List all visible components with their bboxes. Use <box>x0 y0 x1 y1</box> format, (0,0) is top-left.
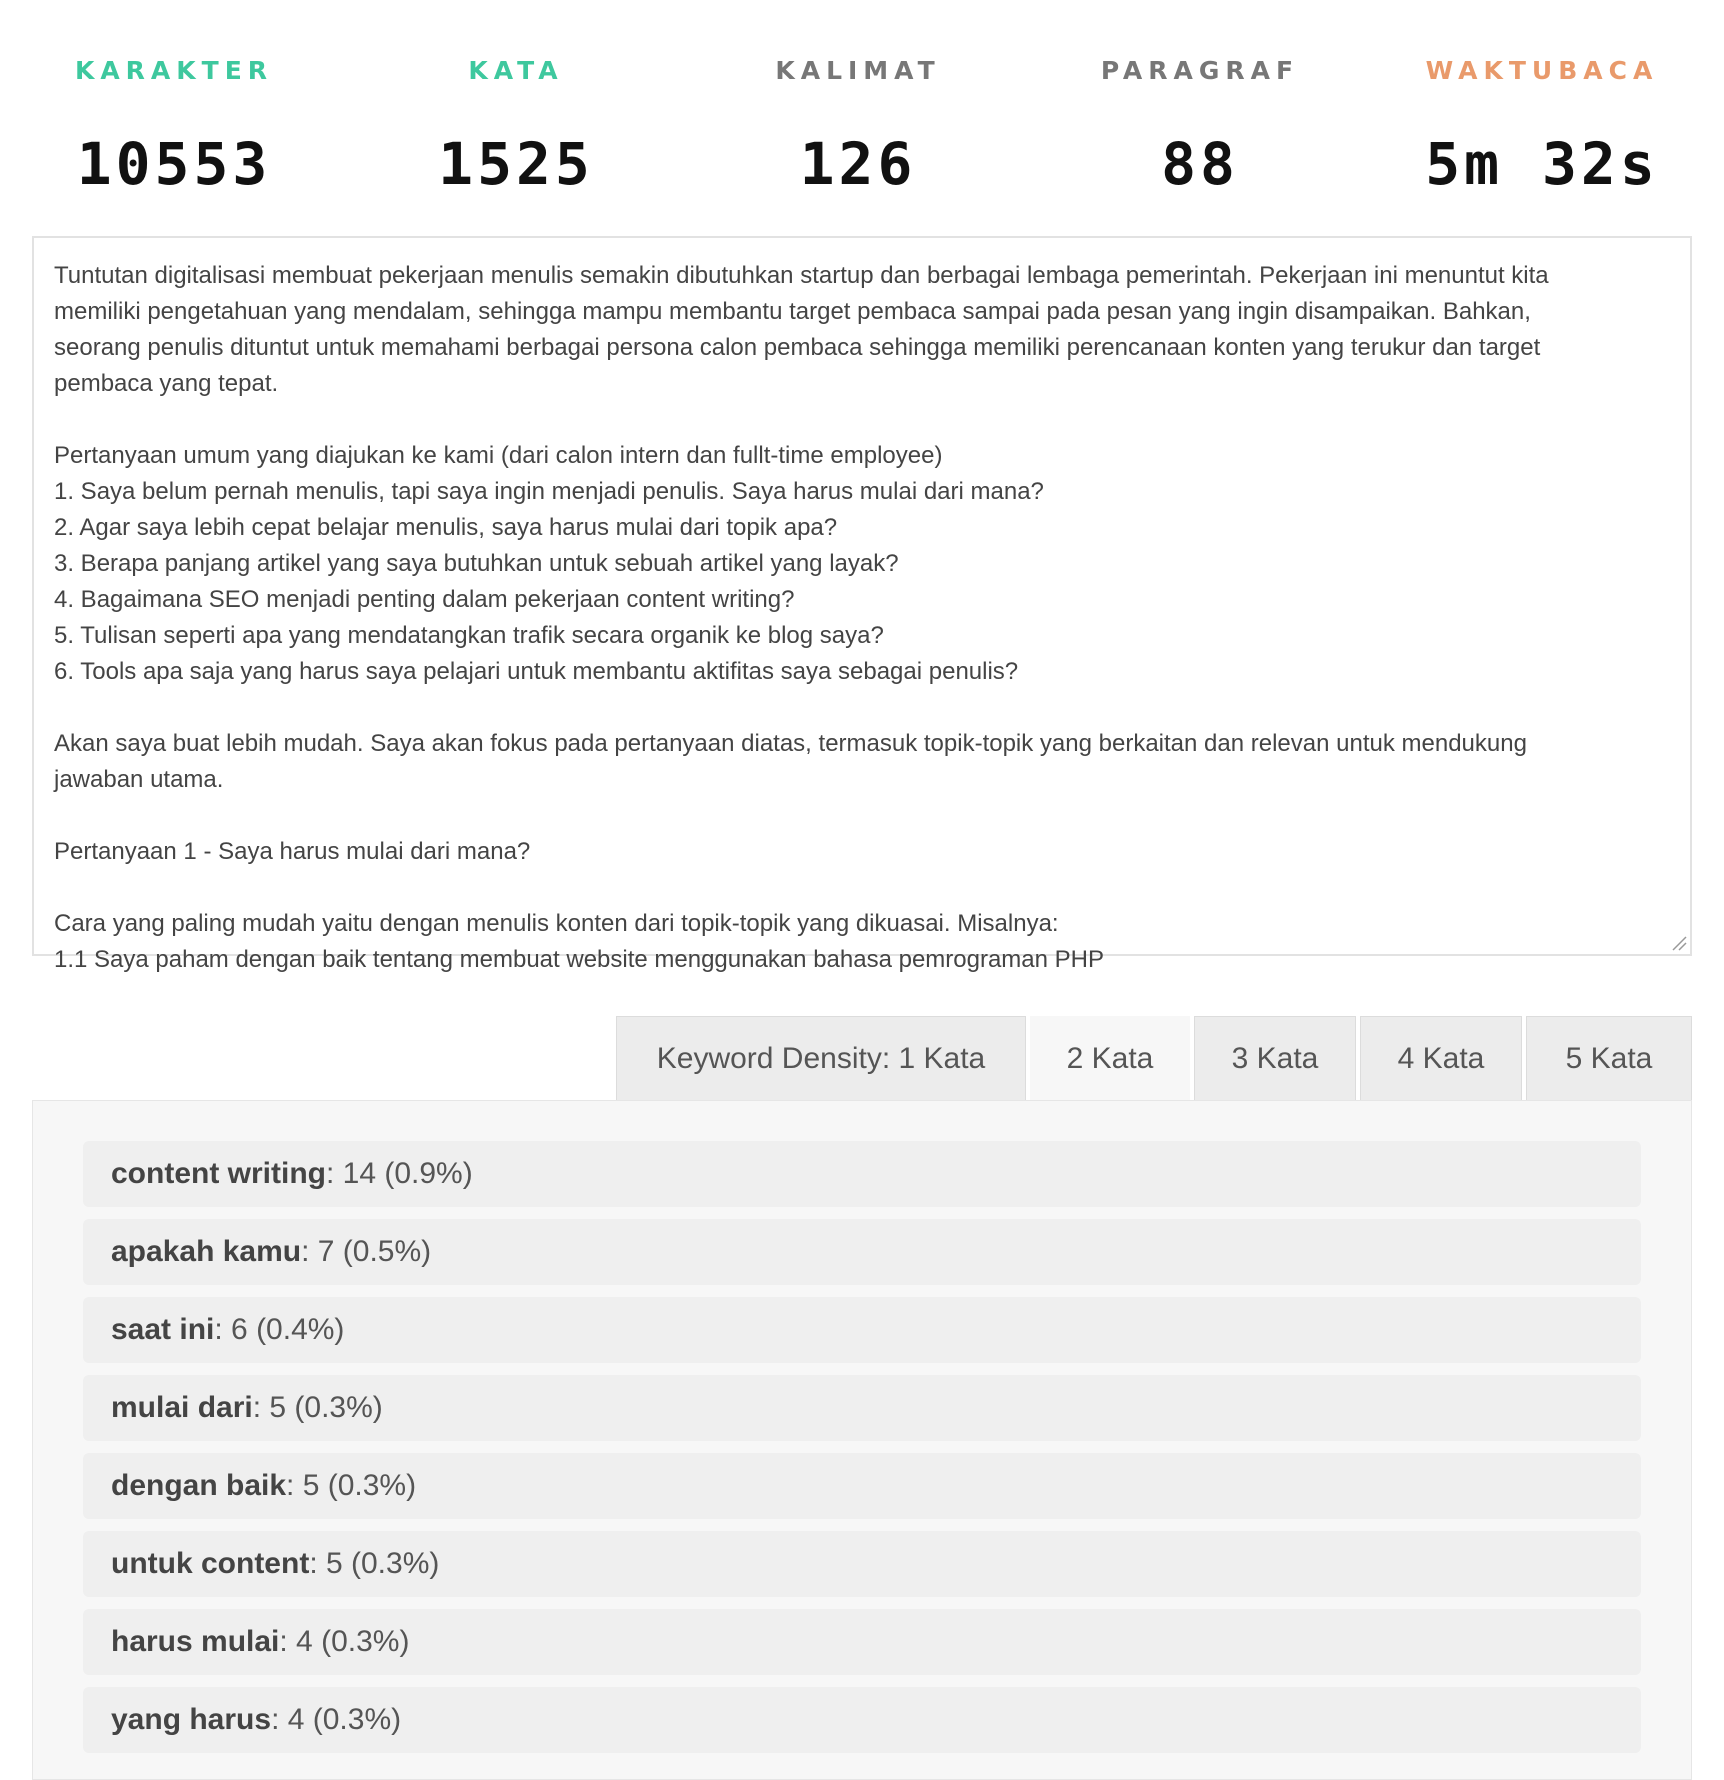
editor-content[interactable] <box>54 258 1666 978</box>
keyword-count: : 4 (0.3%) <box>279 1625 410 1658</box>
editor-line: Cara yang paling mudah yaitu dengan menulis konten dari topik-topik yang dikuasai. Misalnya: <box>54 910 1059 937</box>
keyword-term: mulai dari <box>111 1391 253 1424</box>
keyword-count: : 14 (0.9%) <box>325 1157 473 1190</box>
tab-4-kata[interactable]: 4 Kata <box>1360 1016 1522 1100</box>
keyword-item <box>83 1531 1641 1597</box>
editor-line: 1.1 Saya paham dengan baik tentang membuat website menggunakan bahasa pemrograman PHP <box>54 946 1105 973</box>
editor-line: 3. Berapa panjang artikel yang saya butuhkan untuk sebuah artikel yang layak? <box>54 550 899 577</box>
tab-1-kata[interactable]: Keyword Density: 1 Kata <box>616 1016 1026 1100</box>
editor-line: 6. Tools apa saja yang harus saya pelajari untuk membantu aktifitas saya sebagai penulis? <box>54 658 1019 685</box>
keyword-panel <box>32 1100 1692 1780</box>
editor-line: 4. Bagaimana SEO menjadi penting dalam pekerjaan content writing? <box>54 586 795 613</box>
keyword-count: : 5 (0.3%) <box>309 1547 440 1580</box>
keyword-count: : 5 (0.3%) <box>252 1391 383 1424</box>
keyword-count: : 4 (0.3%) <box>271 1703 402 1736</box>
editor-line: memiliki pengetahuan yang mendalam, sehingga mampu membantu target pembaca sampai pada pesan yang ingin disampaikan. Bahkan, <box>54 298 1531 325</box>
stat-label: KATA <box>468 56 564 85</box>
stat-kata <box>366 54 666 198</box>
keyword-count: : 5 (0.3%) <box>286 1469 417 1502</box>
stat-value: 5m 32s <box>1425 130 1659 198</box>
stat-value: 126 <box>799 130 917 198</box>
editor-line: Pertanyaan 1 - Saya harus mulai dari mana? <box>54 838 531 865</box>
editor-line: pembaca yang tepat. <box>54 370 279 397</box>
keyword-count: : 7 (0.5%) <box>301 1235 432 1268</box>
keyword-item <box>83 1609 1641 1675</box>
keyword-density-tabs <box>0 1016 1724 1102</box>
editor-line <box>54 690 1666 726</box>
editor-line: seorang penulis dituntut untuk memahami berbagai persona calon pembaca sehingga memiliki perencanaan konten yang terukur dan target <box>54 334 1541 361</box>
keyword-term: saat ini <box>111 1313 215 1346</box>
stat-label: WAKTUBACA <box>1425 56 1659 85</box>
keyword-count: : 6 (0.4%) <box>214 1313 345 1346</box>
editor-line <box>54 798 1666 834</box>
stat-label: PARAGRAF <box>1100 56 1300 85</box>
keyword-term: dengan baik <box>111 1469 287 1502</box>
tab-5-kata[interactable]: 5 Kata <box>1526 1016 1692 1100</box>
stats-bar <box>0 0 1724 230</box>
editor-line: 5. Tulisan seperti apa yang mendatangkan trafik secara organik ke blog saya? <box>54 622 884 649</box>
tab-2-kata[interactable]: 2 Kata <box>1030 1016 1190 1102</box>
keyword-term: harus mulai <box>111 1625 280 1658</box>
stat-value: 10553 <box>76 130 272 198</box>
resize-handle-icon[interactable] <box>1671 935 1687 951</box>
keyword-item <box>83 1297 1641 1363</box>
editor-line: Tuntutan digitalisasi membuat pekerjaan menulis semakin dibutuhkan startup dan berbagai lembaga pemerintah. Pekerjaan ini menuntut kita <box>54 262 1549 289</box>
keyword-term: yang harus <box>111 1703 272 1736</box>
keyword-item <box>83 1687 1641 1753</box>
tab-3-kata[interactable]: 3 Kata <box>1194 1016 1356 1100</box>
stat-waktubaca <box>1392 54 1692 198</box>
keyword-item <box>83 1141 1641 1207</box>
stat-kalimat <box>708 54 1008 198</box>
text-editor[interactable] <box>32 236 1692 973</box>
stat-karakter <box>24 54 324 198</box>
keyword-term: content writing <box>111 1157 326 1190</box>
editor-line: Pertanyaan umum yang diajukan ke kami (dari calon intern dan fullt-time employee) <box>54 442 943 469</box>
editor-line <box>54 870 1666 906</box>
stat-label: KALIMAT <box>775 56 941 85</box>
editor-line: Akan saya buat lebih mudah. Saya akan fokus pada pertanyaan diatas, termasuk topik-topik yang berkaitan dan relevan untuk mendukung <box>54 730 1527 757</box>
keyword-item <box>83 1453 1641 1519</box>
stat-value: 88 <box>1161 130 1239 198</box>
stat-paragraf <box>1050 54 1350 198</box>
editor-line: 2. Agar saya lebih cepat belajar menulis, saya harus mulai dari topik apa? <box>54 514 838 541</box>
stat-label: KARAKTER <box>74 56 274 85</box>
keyword-term: untuk content <box>111 1547 310 1580</box>
editor-line <box>54 402 1666 438</box>
keyword-item <box>83 1375 1641 1441</box>
keyword-list <box>83 1141 1641 1765</box>
editor-line: jawaban utama. <box>54 766 224 793</box>
keyword-term: apakah kamu <box>111 1235 302 1268</box>
editor-line: 1. Saya belum pernah menulis, tapi saya ingin menjadi penulis. Saya harus mulai dari mana? <box>54 478 1044 505</box>
keyword-item <box>83 1219 1641 1285</box>
stat-value: 1525 <box>438 130 594 198</box>
